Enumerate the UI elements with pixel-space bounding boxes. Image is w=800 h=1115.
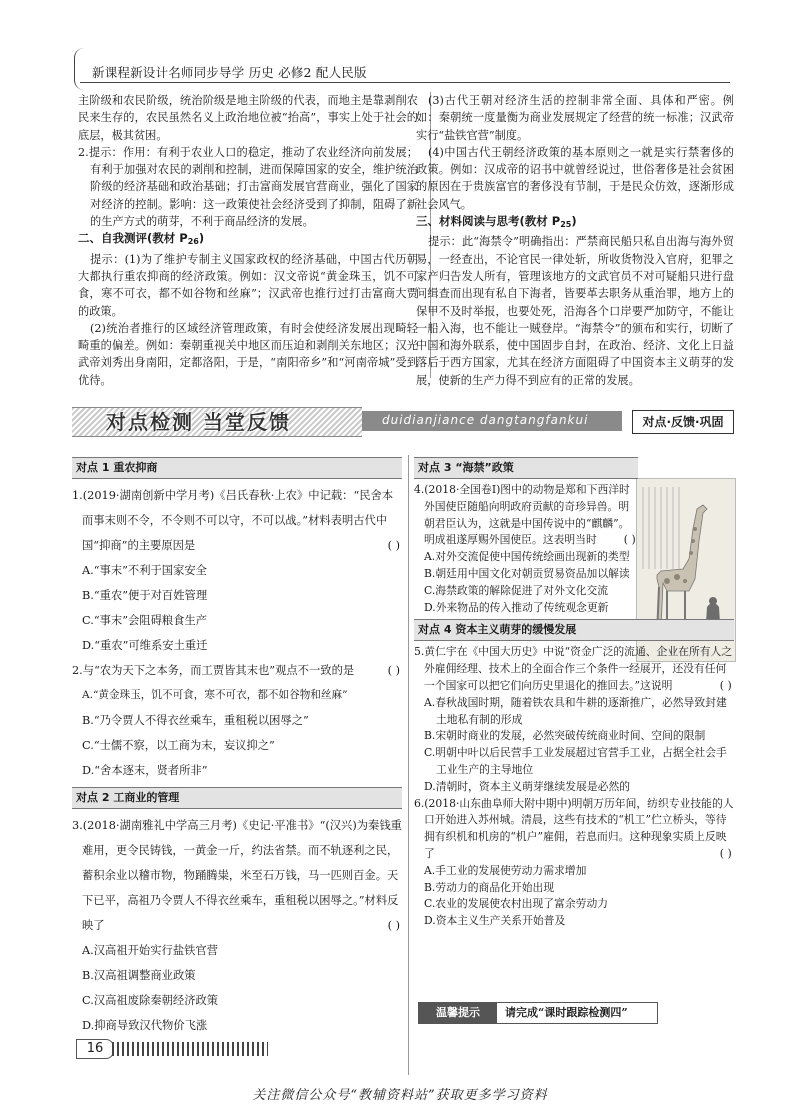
- reminder-text: 请完成“课时跟踪检测四”: [505, 1006, 628, 1019]
- question-stem: 2.与“农为天下之本务，而工贾皆其末也”观点不一致的是 ( ): [72, 664, 400, 677]
- option: C.海禁政策的解除促进了对外文化交流: [424, 583, 609, 597]
- page-number-bar: [112, 1042, 268, 1056]
- question-3: [72, 809, 402, 1038]
- option: A.对外交流促使中国传统绘画出现新的类型: [424, 550, 630, 564]
- option: B.宋朝时商业的发展，必然突破传统商业时间、空间的限制: [424, 729, 706, 743]
- option: A.“事末”不利于国家安全: [82, 564, 207, 577]
- running-header: 新课程新设计名师同步导学 历史 必修2 配人民版: [92, 65, 367, 80]
- option: C.“士儒不察，以工商为末，妄议抑之”: [82, 739, 275, 752]
- option: B.“乃令贾人不得衣丝乘车，重租税以困辱之”: [82, 714, 309, 727]
- option: B.朝廷用中国文化对朝贡贸易资品加以解读: [424, 566, 630, 580]
- banner-tag: 对点·反馈·巩固: [632, 410, 734, 434]
- banner-pinyin-bar: [362, 411, 622, 431]
- answer-paragraph: 提示：(1)为了维护专制主义国家政权的经济基础，中国古代历朝大都执行重农抑商的经济政策。例如：汉文帝说“黄金珠玉，饥不可食，寒不可衣，都不如谷物和丝麻”；汉武帝也推行过打击富商大贾的政策。: [78, 252, 418, 318]
- option: A.汉高祖开始实行盐铁官营: [82, 944, 219, 957]
- reminder-label: 温馨提示: [419, 1003, 497, 1023]
- topic-header: 对点 2 工商业的管理: [72, 787, 402, 809]
- option: B.“重农”便于对百姓管理: [82, 589, 208, 602]
- exercise-left-column: [72, 457, 402, 1038]
- top-left-column: [78, 92, 418, 389]
- option: D.清朝时，资本主义萌芽继续发展是必然的: [424, 779, 631, 793]
- option: C.明朝中叶以后民营手工业发展超过官营手工业，占据全社会手工业生产的主导地位: [424, 746, 727, 776]
- question-4: [414, 479, 638, 616]
- question-6: [414, 796, 734, 930]
- answer-paragraph: 2.提示：作用：有利于农业人口的稳定，推动了农业经济向前发展；有利于加强对农民的剥削和控制，进而保障国家的安全，维护统治阶级的经济基础和政治基础；打击富商发展官营商业，强化了国家对经济的控制。影响：这一政策使社会经济受到了抑制，阻碍了新的生产方式的萌芽，不利于商品经济的发展。: [78, 145, 418, 229]
- question-stem: 1.(2019·湖南创新中学月考)《吕氏春秋·上农》中记载：“民舍本而事末则不令，不令则不可以守，不可以战。”材料表明古代中国“抑商”的主要原因是 ( ): [72, 489, 400, 552]
- section-heading: 二、自我测评(教材 $P_{26}$): [78, 231, 205, 247]
- question-2: [72, 658, 402, 783]
- answer-paragraph: (3)古代王朝对经济生活的控制非常全面、具体和严密。例如：秦朝统一度量衡为商业发展规定了经营的统一标准；汉武帝实行“盐铁官营”制度。: [416, 94, 734, 142]
- option: D.资本主义生产关系开始普及: [424, 914, 566, 928]
- option: A.春秋战国时期，随着铁农具和牛耕的逐渐推广，必然导致封建土地私有制的形成: [424, 695, 727, 726]
- option: C.农业的发展使农村出现了富余劳动力: [424, 897, 609, 911]
- banner-title: 对点检测 当堂反馈: [106, 410, 291, 434]
- option: A.手工业的发展使劳动力需求增加: [424, 863, 587, 877]
- option: A.“黄金珠玉，饥不可食，寒不可衣，都不如谷物和丝麻”: [82, 689, 348, 701]
- topic-header: 对点 3 “海禁”政策: [414, 457, 638, 479]
- question-1: [72, 479, 402, 658]
- exercise-right-column: [414, 457, 734, 930]
- topic-header: 对点 4 资本主义萌芽的缓慢发展: [414, 619, 734, 641]
- header-bracket: [74, 48, 85, 90]
- option: D.外来物品的传入推动了传统观念更新: [424, 600, 609, 614]
- question-stem: 4.(2018·全国卷Ⅰ)图中的动物是郑和下西洋时外国使臣随船向明政府贡献的奇珍异兽。明朝君臣认为，这就是中国传说中的“麒麟”。明成祖遂厚赐外国使臣。这表明当时 ( ): [414, 483, 636, 547]
- banner-hatch: [72, 407, 362, 437]
- top-right-column: [416, 92, 734, 389]
- header-rule: [80, 82, 730, 83]
- question-stem: 5.黄仁宇在《中国大历史》中说“资金广泛的流通、企业在所有人之外雇佣经理、技术上的全面合作三个条件一经展开，还没有任何一个国家可以把它们向历史里退化的推回去。”这说明 ( ): [414, 645, 733, 692]
- reminder-box: [418, 1002, 658, 1024]
- option: D.“重农”可维系安土重迁: [82, 639, 208, 652]
- section-banner: [72, 407, 732, 435]
- answer-paragraph: 提示：此“海禁令”明确指出：严禁商民船只私自出海与海外贸易，一经查出，不论官民一律处斩，所收货物没入官府，犯罪之家产归告发人所有，管理该地方的文武官员不对可疑船只进行盘问缉查而出现有私自下海者，皆要革去职务从重治罪，地方上的保甲不及时举报，也要处死，沿海各个口岸要严加防守，不能让一船入海，也不能让一贼登岸。“海禁令”的颁布和实行，切断了中国和海外联系，使中国固步自封，在政治、经济、文化上日益落后于西方国家，尤其在经济方面阻碍了中国资本主义萌芽的发展，使新的生产力得不到应有的正常的发展。: [416, 235, 734, 387]
- footer-note: 关注微信公众号“教辅资料站”获取更多学习资料: [252, 1088, 548, 1103]
- question-stem: 6.(2018·山东曲阜师大附中期中)明朝万历年间，纺织专业技能的人口开始进入苏州城。清晨，这些有技术的“机工”伫立桥头，等待拥有织机和机房的“机户”雇佣，若息而归。这种现象实质上反映了 ( ): [414, 796, 734, 860]
- answer-paragraph: (4)中国古代王朝经济政策的基本原则之一就是实行禁奢侈的政策。例如：汉成帝的诏书中就曾经说过，世俗奢侈是社会贫困的原因在于贵族富官的奢侈没有节制，于是民众仿效，逐渐形成社会风气。: [416, 145, 734, 211]
- option: B.汉高祖调整商业政策: [82, 969, 196, 982]
- question-stem: 3.(2018·湖南雅礼中学高三月考)《史记·平准书》“(汉兴)为秦钱重难用，更令民铸钱，一黄金一斤，约法省禁。而不轨逐利之民，蓄积余业以稽市物，物踊腾粜，米至石万钱，马一匹则百金。天下已平，高祖乃令贾人不得衣丝乘车，重租税以困辱之。”材料反映了 ( ): [72, 819, 402, 932]
- option: C.“事末”会阻碍粮食生产: [82, 614, 208, 627]
- answer-paragraph: (2)统治者推行的区域经济管理政策，有时会使经济发展出现畸轻畸重的偏差。例如：秦朝重视关中地区而压迫和剥削关东地区；汉光武帝刘秀出身南阳，定都洛阳，于是，“南阳帝乡”和“河南帝城”受到优待。: [78, 321, 418, 387]
- page-number: 16: [76, 1039, 114, 1059]
- option: B.劳动力的商品化开始出现: [424, 880, 555, 894]
- question-5: [414, 641, 734, 795]
- option: D.“舍本逐末，贤者所非”: [82, 764, 208, 777]
- section-heading: 三、材料阅读与思考(教材 $P_{25}$): [416, 214, 577, 230]
- answer-paragraph: 主阶级和农民阶级，统治阶级是地主阶级的代表，而地主是靠剥削农民来生存的，农民虽然名义上政治地位被“抬高”，事实上处于社会的底层，极其贫困。: [78, 94, 418, 142]
- topic-header: 对点 1 重农抑商: [72, 457, 402, 479]
- banner-pinyin: duidianjiance dangtangfankui: [382, 413, 589, 427]
- option: D.抑商导致汉代物价飞涨: [82, 1019, 208, 1032]
- column-divider: [408, 455, 409, 1075]
- option: C.汉高祖废除秦朝经济政策: [82, 994, 219, 1007]
